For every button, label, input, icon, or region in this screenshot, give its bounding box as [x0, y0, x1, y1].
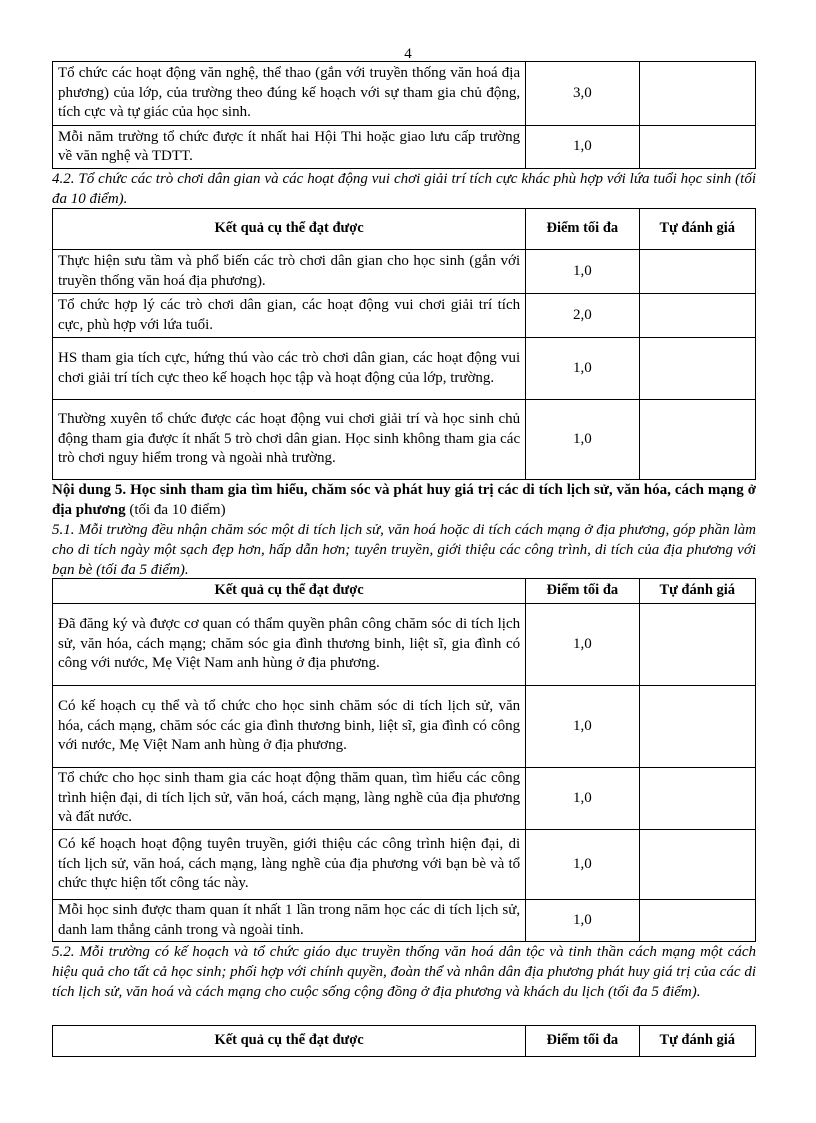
self-score[interactable] [639, 400, 756, 480]
self-score[interactable] [639, 604, 756, 686]
criterion-text: HS tham gia tích cực, hứng thú vào các trò chơi dân gian, các hoạt động vui chơi giải trí tích cực theo kế hoạch học tập và hoạt động của lớp, trường. [53, 338, 526, 400]
table-header-row [53, 209, 756, 250]
table-row [53, 338, 756, 400]
table-row [53, 768, 756, 830]
table-top-continuation [52, 61, 756, 169]
max-score: 1,0 [526, 768, 639, 830]
section-4-2-heading: 4.2. Tổ chức các trò chơi dân gian và các hoạt động vui chơi giải trí tích cực khác phù hợp với lứa tuổi học sinh (tối đa 10 điểm). [52, 171, 756, 207]
self-score[interactable] [639, 250, 756, 294]
criterion-text: Mỗi năm trường tổ chức được ít nhất hai Hội Thi hoặc giao lưu cấp trường về văn nghệ và TDTT. [53, 126, 526, 169]
criterion-text: Mỗi học sinh được tham quan ít nhất 1 lần trong năm học các di tích lịch sử, danh lam thắng cảnh trong và ngoài tỉnh. [53, 900, 526, 942]
max-score: 3,0 [526, 62, 639, 126]
criterion-text: Tổ chức hợp lý các trò chơi dân gian, các hoạt động vui chơi giải trí tích cực, phù hợp với lứa tuổi. [53, 294, 526, 338]
header-max: Điểm tối đa [526, 579, 639, 604]
max-score: 1,0 [526, 250, 639, 294]
self-score[interactable] [639, 900, 756, 942]
max-score: 1,0 [526, 400, 639, 480]
header-result: Kết quả cụ thể đạt được [53, 579, 526, 604]
max-score: 2,0 [526, 294, 639, 338]
content-5-heading [52, 480, 756, 520]
header-self: Tự đánh giá [639, 209, 756, 250]
max-score: 1,0 [526, 126, 639, 169]
table-4-2 [52, 208, 756, 480]
criterion-text: Tổ chức cho học sinh tham gia các hoạt động thăm quan, tìm hiểu các công trình hiện đại, di tích lịch sử, văn hoá, cách mạng, làng nghề của địa phương và đất nước. [53, 768, 526, 830]
criterion-text: Tổ chức các hoạt động văn nghệ, thể thao (gắn với truyền thống văn hoá địa phương) của lớp, của trường theo đúng kế hoạch với sự tham gia chủ động, tích cực và tự giác của học sinh. [53, 62, 526, 126]
table-row [53, 900, 756, 942]
header-self: Tự đánh giá [639, 579, 756, 604]
section-5-1-heading: 5.1. Mỗi trường đều nhận chăm sóc một di tích lịch sử, văn hoá hoặc di tích cách mạng ở địa phương, góp phần làm cho di tích ngày một sạch đẹp hơn, hấp dẫn hơn; tuyên truyền, giới thiệu các công trình, di tích của địa phương với bạn bè (tối đa 5 điểm). [52, 522, 756, 578]
content-5-rest: (tối đa 10 điểm) [125, 502, 226, 518]
header-result: Kết quả cụ thể đạt được [53, 1026, 526, 1057]
table-row [53, 62, 756, 126]
table-5-1 [52, 578, 756, 942]
criterion-text: Có kế hoạch hoạt động tuyên truyền, giới thiệu các công trình hiện đại, di tích lịch sử, văn hoá, cách mạng, làng nghề của địa phương với bạn bè và tổ chức thực hiện tốt công tác này. [53, 830, 526, 900]
max-score: 1,0 [526, 686, 639, 768]
page-number: 4 [404, 46, 412, 62]
table-row [53, 250, 756, 294]
header-max: Điểm tối đa [526, 1026, 639, 1057]
self-score[interactable] [639, 768, 756, 830]
table-row [53, 686, 756, 768]
max-score: 1,0 [526, 338, 639, 400]
max-score: 1,0 [526, 830, 639, 900]
self-score[interactable] [639, 126, 756, 169]
self-score[interactable] [639, 830, 756, 900]
table-5-2 [52, 1025, 756, 1057]
table-row [53, 830, 756, 900]
max-score: 1,0 [526, 900, 639, 942]
section-5-2-heading: 5.2. Mỗi trường có kế hoạch và tổ chức giáo dục truyền thống văn hoá dân tộc và tinh thần cách mạng một cách hiệu quả cho tất cả học sinh; phối hợp với chính quyền, đoàn thể và nhân dân địa phương phát huy giá trị của các di tích lịch sử, văn hoá và cách mạng cho cuộc sống cộng đồng ở địa phương và khách du lịch (tối đa 5 điểm). [52, 944, 756, 1000]
criterion-text: Thực hiện sưu tầm và phổ biến các trò chơi dân gian cho học sinh (gắn với truyền thống văn hoá địa phương). [53, 250, 526, 294]
header-self: Tự đánh giá [639, 1026, 756, 1057]
criterion-text: Đã đăng ký và được cơ quan có thẩm quyền phân công chăm sóc di tích lịch sử, văn hóa, cách mạng; chăm sóc gia đình thương binh, liệt sĩ, gia đình có công với nước, Mẹ Việt Nam anh hùng ở địa phương. [53, 604, 526, 686]
table-header-row [53, 579, 756, 604]
self-score[interactable] [639, 338, 756, 400]
criterion-text: Thường xuyên tổ chức được các hoạt động vui chơi giải trí và học sinh chủ động tham gia được ít nhất 5 trò chơi dân gian. Học sinh không tham gia các trò chơi nguy hiểm trong và ngoài nhà trường. [53, 400, 526, 480]
table-row [53, 294, 756, 338]
table-header-row [53, 1026, 756, 1057]
max-score: 1,0 [526, 604, 639, 686]
self-score[interactable] [639, 62, 756, 126]
self-score[interactable] [639, 686, 756, 768]
content-5-bold: Nội dung 5. Học sinh tham gia tìm hiểu, chăm sóc và phát huy giá trị các di tích lịch sử, văn hóa, cách mạng ở địa phương [52, 482, 756, 518]
self-score[interactable] [639, 294, 756, 338]
table-row [53, 604, 756, 686]
header-result: Kết quả cụ thể đạt được [53, 209, 526, 250]
table-row [53, 400, 756, 480]
criterion-text: Có kế hoạch cụ thể và tổ chức cho học sinh chăm sóc di tích lịch sử, văn hóa, cách mạng, chăm sóc các gia đình thương binh, liệt sĩ, gia đình có công với nước, Mẹ Việt Nam anh hùng ở địa phương. [53, 686, 526, 768]
header-max: Điểm tối đa [526, 209, 639, 250]
table-row [53, 126, 756, 169]
